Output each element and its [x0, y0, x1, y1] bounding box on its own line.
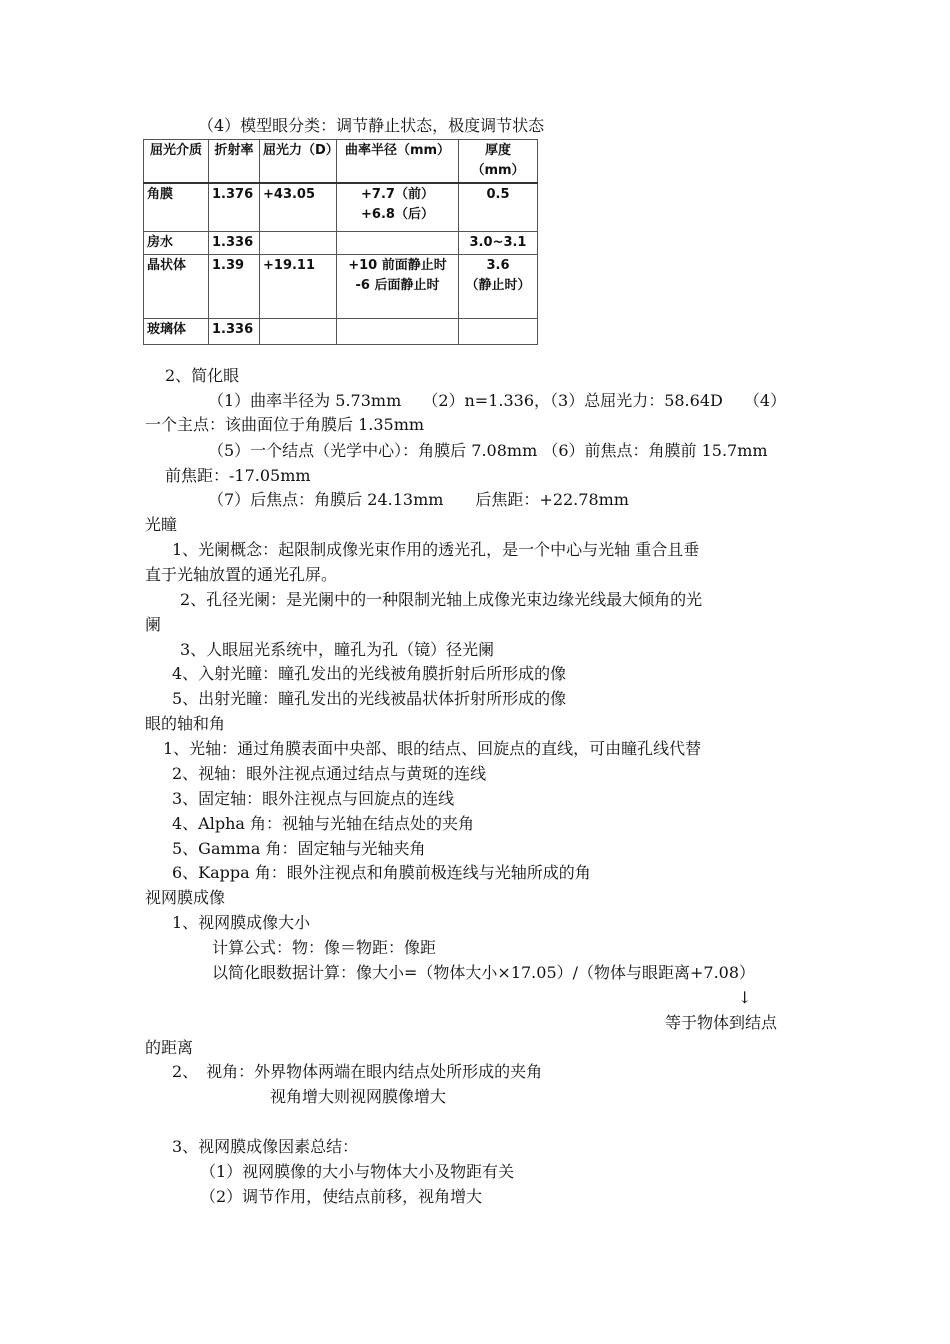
text-line: 5、Gamma 角：固定轴与光轴夹角 — [172, 839, 426, 858]
section-title: 光瞳 — [145, 515, 178, 534]
text-line: 前焦距：-17.05mm — [165, 466, 311, 485]
text-line: 1、视网膜成像大小 — [172, 913, 311, 932]
cell-index: 1.376 — [209, 183, 260, 231]
cell-radius: +7.7（前） +6.8（后） — [337, 183, 459, 231]
text-line: （1）视网膜像的大小与物体大小及物距有关 — [200, 1162, 515, 1181]
table-header-row — [144, 140, 538, 184]
header-power: 屈光力（D） — [260, 140, 337, 184]
cell-medium: 玻璃体 — [144, 318, 209, 344]
cell-thickness: 3.0~3.1 — [459, 231, 538, 254]
text-line: 4、Alpha 角：视轴与光轴在结点处的夹角 — [172, 814, 475, 833]
text-line: 1、光阑概念：起限制成像光束作用的透光孔，是一个中心与光轴 重合且垂 — [172, 540, 700, 559]
text-line: 2、视轴：眼外注视点通过结点与黄斑的连线 — [172, 764, 487, 783]
cell-power: +19.11 — [260, 254, 337, 318]
cell-thickness: 0.5 — [459, 183, 538, 231]
cell-medium: 角膜 — [144, 183, 209, 231]
header-thickness: 厚度（mm） — [459, 140, 538, 184]
section-heading: （4）模型眼分类：调节静止状态，极度调节状态 — [198, 116, 545, 135]
cell-medium: 房水 — [144, 231, 209, 254]
cell-index: 1.336 — [209, 231, 260, 254]
text-line: 2、简化眼 — [165, 366, 240, 385]
section-title: 视网膜成像 — [145, 888, 226, 907]
text-line: 2、孔径光阑：是光阑中的一种限制光轴上成像光束边缘光线最大倾角的光 — [180, 590, 703, 609]
text-line: 计算公式：物：像＝物距：像距 — [212, 938, 437, 957]
cell-radius — [337, 318, 459, 344]
formula-line: 以简化眼数据计算：像大小=（物体大小×17.05）/（物体与眼距离+7.08） — [212, 963, 756, 982]
text-line: （2）调节作用，使结点前移，视角增大 — [200, 1187, 483, 1206]
cell-power: +43.05 — [260, 183, 337, 231]
header-medium: 屈光介质 — [144, 140, 209, 184]
text-line: （7）后焦点：角膜后 24.13mm 后焦距：+22.78mm — [208, 490, 629, 509]
section-title: 眼的轴和角 — [145, 714, 226, 733]
text-line: 一个主点：该曲面位于角膜后 1.35mm — [145, 415, 425, 434]
table-row — [144, 254, 538, 318]
cell-index: 1.336 — [209, 318, 260, 344]
header-index: 折射率 — [209, 140, 260, 184]
optical-media-table — [143, 139, 538, 345]
table-row — [144, 231, 538, 254]
header-radius: 曲率半径（mm） — [337, 140, 459, 184]
text-line: 3、固定轴：眼外注视点与回旋点的连线 — [172, 789, 455, 808]
cell-thickness — [459, 318, 538, 344]
cell-power — [260, 231, 337, 254]
text-line: 6、Kappa 角：眼外注视点和角膜前极连线与光轴所成的角 — [172, 863, 591, 882]
text-line: 2、 视角：外界物体两端在眼内结点处所形成的夹角 — [172, 1062, 543, 1081]
text-line: 视角增大则视网膜像增大 — [270, 1087, 447, 1106]
down-arrow-icon: ↓ — [738, 988, 752, 1007]
cell-radius: +10 前面静止时 -6 后面静止时 — [337, 254, 459, 318]
text-line: 阑 — [145, 615, 162, 634]
text-line: 的距离 — [145, 1038, 194, 1057]
cell-medium: 晶状体 — [144, 254, 209, 318]
text-line: 5、出射光瞳：瞳孔发出的光线被晶状体折射所形成的像 — [172, 689, 567, 708]
cell-thickness: 3.6 （静止时） — [459, 254, 538, 318]
cell-radius — [337, 231, 459, 254]
text-line: 等于物体到结点 — [665, 1013, 778, 1032]
text-line: 3、人眼屈光系统中，瞳孔为孔（镜）径光阑 — [180, 640, 495, 659]
text-line: 4、入射光瞳：瞳孔发出的光线被角膜折射后所形成的像 — [172, 664, 567, 683]
text-line: （1）曲率半径为 5.73mm （2）n=1.336，（3）总屈光力：58.64D （4） — [208, 391, 787, 410]
text-line: 3、视网膜成像因素总结： — [172, 1137, 359, 1156]
cell-power — [260, 318, 337, 344]
text-line: 直于光轴放置的通光孔屏。 — [145, 565, 338, 584]
table-row — [144, 318, 538, 344]
text-line: 1、光轴：通过角膜表面中央部、眼的结点、回旋点的直线，可由瞳孔线代替 — [163, 739, 702, 758]
cell-index: 1.39 — [209, 254, 260, 318]
table-row — [144, 183, 538, 231]
text-line: （5）一个结点（光学中心）：角膜后 7.08mm （6）前焦点：角膜前 15.7mm — [208, 441, 768, 460]
